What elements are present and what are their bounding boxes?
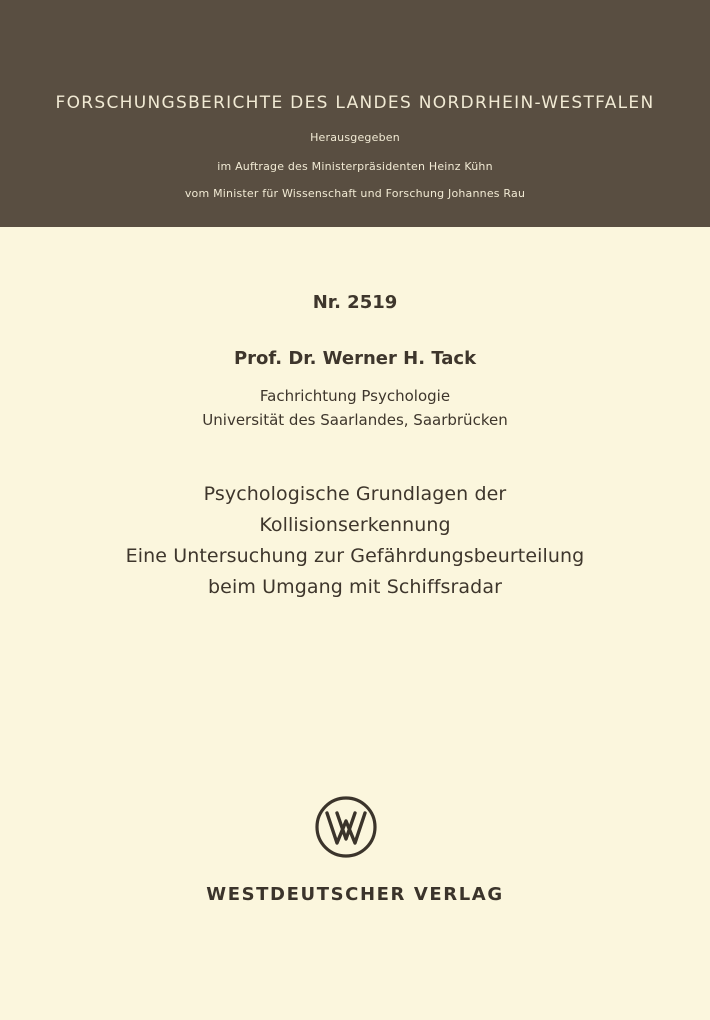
publisher-name: WESTDEUTSCHER VERLAG xyxy=(206,884,504,905)
editor-line-3: vom Minister für Wissenschaft und Forschung Johannes Rau xyxy=(184,187,526,200)
author-name: Prof. Dr. Werner H. Tack xyxy=(233,348,477,369)
report-number: Nr. 2519 xyxy=(312,292,398,313)
wv-logo-icon xyxy=(314,795,378,859)
title-line-1: Psychologische Grundlagen der xyxy=(203,483,507,505)
title-line-3: Eine Untersuchung zur Gefährdungsbeurteilung xyxy=(125,545,585,567)
editor-line-2: im Auftrage des Ministerpräsidenten Heinz Kühn xyxy=(217,160,493,173)
title-line-4: beim Umgang mit Schiffsradar xyxy=(208,576,502,598)
title-line-2: Kollisionserkennung xyxy=(259,514,451,536)
series-title: FORSCHUNGSBERICHTE DES LANDES NORDRHEIN-WESTFALEN xyxy=(55,93,655,113)
affiliation-university: Universität des Saarlandes, Saarbrücken xyxy=(202,411,508,429)
affiliation-department: Fachrichtung Psychologie xyxy=(259,387,451,405)
editor-line-1: Herausgegeben xyxy=(310,131,400,144)
header-band xyxy=(0,0,710,227)
